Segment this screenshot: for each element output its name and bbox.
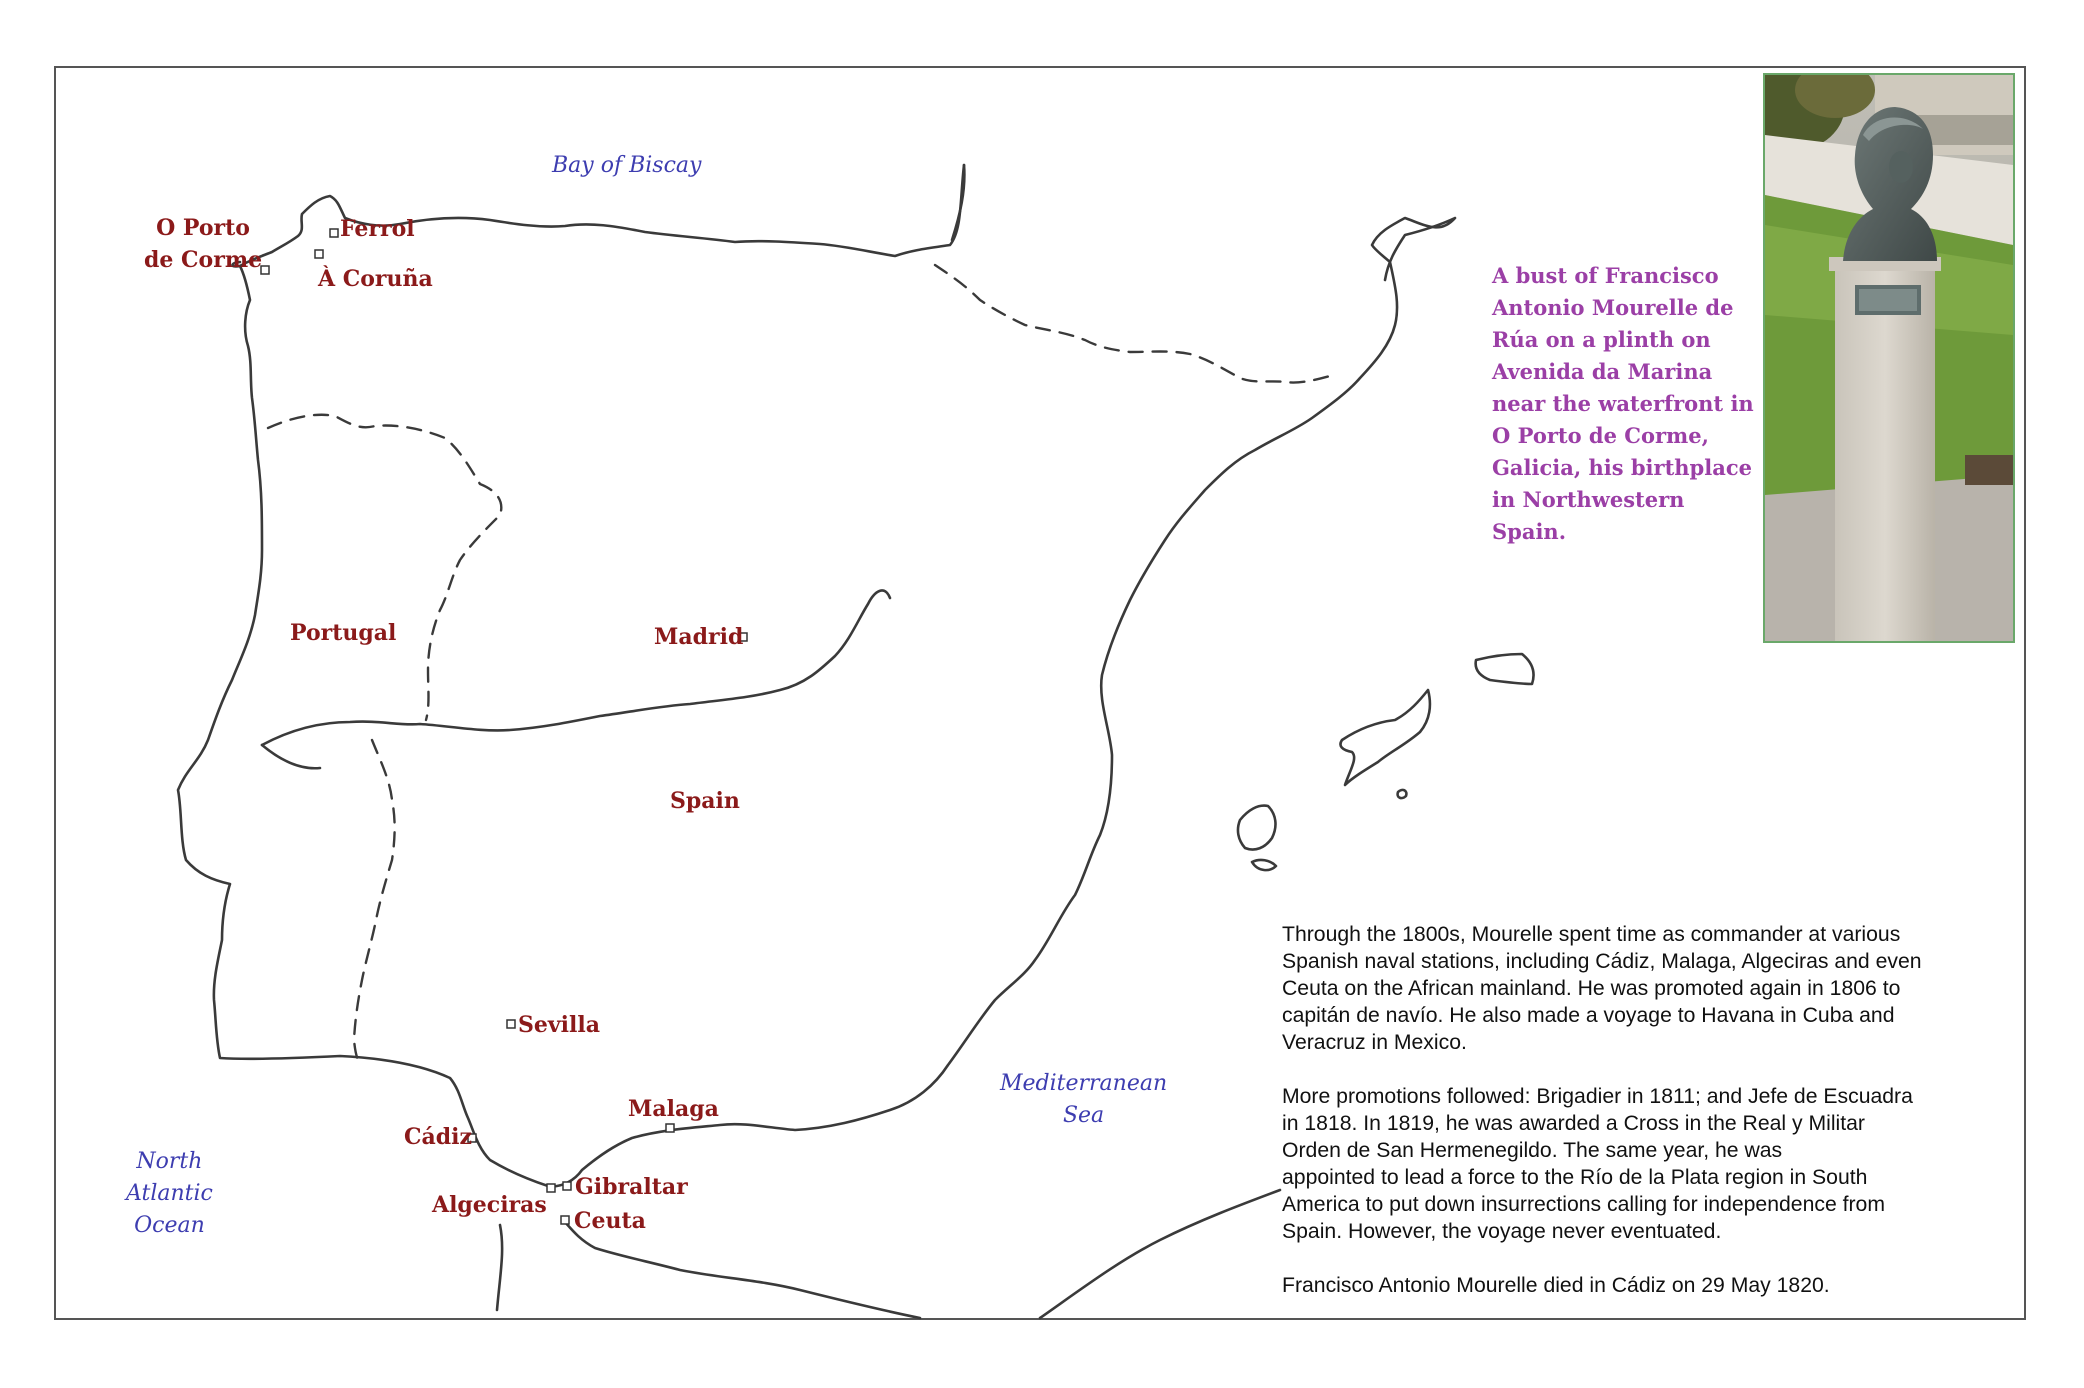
madrid-label: Madrid [654, 624, 744, 650]
sevilla-marker [507, 1020, 515, 1028]
malaga-label: Malaga [628, 1096, 719, 1122]
ferrol-marker [330, 229, 338, 237]
ceuta-label: Ceuta [574, 1208, 646, 1234]
malaga-marker [666, 1124, 674, 1132]
biography-paragraph-2: More promotions followed: Brigadier in 1811; and Jefe de Escuadra in 1818. In 1819, he was awarded a Cross in the Real y Militar Orden de San Hermenegildo. The same year, he was appointed to lead a force to the Río de la Plata region in South America to put down insurrections calling for independence from Spain. However, the voyage never eventuated. [1282, 1085, 1913, 1243]
coruna-marker [315, 250, 323, 258]
gibraltar-label: Gibraltar [575, 1174, 688, 1200]
cabrera-island [1398, 790, 1407, 798]
gibraltar-marker [563, 1182, 571, 1190]
bust-photo-image [1765, 75, 2013, 641]
portugal-spain-border-north [268, 415, 501, 720]
river-tagus [262, 590, 890, 745]
portugal-label: Portugal [290, 620, 397, 646]
algeciras-marker [547, 1184, 555, 1192]
cadiz-label: Cádiz [404, 1124, 472, 1150]
atlantic-ocean-label: North Atlantic Ocean [126, 1149, 213, 1238]
bay-of-biscay-label: Bay of Biscay [552, 153, 702, 178]
ceuta-marker [561, 1216, 569, 1224]
bust-caption: A bust of Francisco Antonio Mourelle de Rúa on a plinth on Avenida da Marina near the waterfront in O Porto de Corme, Galicia, his birthplace in Northwestern Spain. [1492, 263, 1754, 544]
bust-photo [1763, 73, 2015, 643]
mallorca-island [1340, 690, 1429, 785]
menorca-island [1476, 654, 1534, 684]
spain-label: Spain [670, 788, 740, 814]
spain-france-border [935, 265, 1330, 383]
formentera-island [1252, 860, 1276, 870]
sevilla-label: Sevilla [518, 1012, 600, 1038]
africa-coast-east [565, 1190, 1280, 1318]
biography-text [1282, 921, 2022, 1326]
africa-coast-west [497, 1225, 502, 1310]
ferrol-label: Ferrol [340, 216, 415, 242]
algeciras-label: Algeciras [432, 1192, 547, 1218]
ibiza-island [1238, 806, 1276, 850]
porto-de-corme-marker [261, 266, 269, 274]
biography-paragraph-1: Through the 1800s, Mourelle spent time as commander at various Spanish naval stations, including Cádiz, Malaga, Algeciras and even Ceuta on the African mainland. He was promoted again in 1806 to capitán de navío. He also made a voyage to Havana in Cuba and Veracruz in Mexico. [1282, 923, 1922, 1054]
porto-de-corme-label: O Porto de Corme [144, 215, 263, 273]
river-guadiana [262, 745, 320, 768]
iberia-coastline [178, 165, 1455, 1186]
biography-paragraph-3: Francisco Antonio Mourelle died in Cádiz on 29 May 1820. [1282, 1274, 1830, 1297]
coruna-label: À Coruña [318, 266, 433, 292]
portugal-spain-border-south [354, 740, 395, 1060]
mediterranean-sea-label: Mediterranean Sea [1000, 1071, 1168, 1128]
